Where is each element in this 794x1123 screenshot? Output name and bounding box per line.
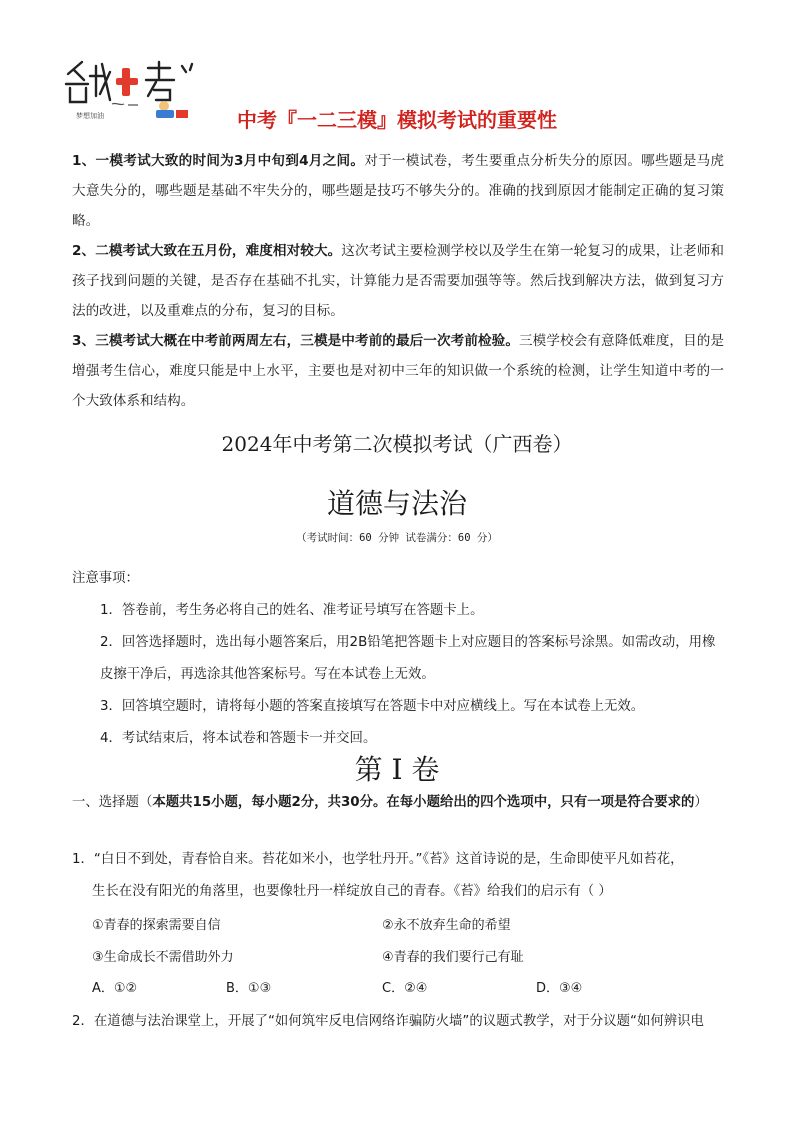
notes-heading: 注意事项： [72, 571, 139, 586]
intro-2-bold: 2、二模考试大致在五月份，难度相对较大。 [72, 243, 342, 259]
q1-option-a: A．①② [92, 981, 138, 996]
intro-3-rest: 三模学校会有意降低难度，目的是增强考生信心，难度只能是中上水平，主要也是对初中三年的知识做一个系统的检测，让学生知道中考的一个大致体系和结构。 [72, 333, 725, 409]
note-item-3: 3．回答填空题时，请将每小题的答案直接填写在答题卡中对应横线上。写在本试卷上无效。 [100, 699, 645, 714]
question-2 [72, 1006, 724, 1038]
q1-option-d: D．③④ [536, 981, 583, 996]
intro-paragraph-2 [72, 236, 724, 326]
q1-item-2: ②永不放弃生命的希望 [382, 918, 511, 933]
volume-title: 第 I 卷 [354, 753, 440, 786]
note-item-2: 2．回答选择题时，选出每小题答案后，用2B铅笔把答题卡上对应题目的答案标号涂黑。如需改动，用橡皮擦干净后，再选涂其他答案标号。写在本试卷上无效。 [100, 635, 716, 682]
note-item-4: 4．考试结束后，将本试卷和答题卡一并交回。 [100, 731, 377, 746]
q1-option-c: C．②④ [382, 981, 428, 996]
intro-3-bold: 3、三模考试大概在中考前两周左右，三模是中考前的最后一次考前检验。 [72, 333, 520, 349]
exam-title: 2024年中考第二次模拟考试（广西卷） [221, 432, 573, 456]
section-tail: ） [694, 795, 708, 810]
q1-line-2: 生长在没有阳光的角落里，也要像牡丹一样绽放自己的青春。《苔》给我们的启示有（ ） [92, 884, 612, 899]
q1-item-3: ③生命成长不需借助外力 [92, 950, 234, 965]
intro-2-rest: 这次考试主要检测学校以及学生在第一轮复习的成果，让老师和孩子找到问题的关键，是否存在基础不扎实，计算能力是否需要加强等等。然后找到解决方法，做到复习方法的改进，以及重难点的分布，复习的目标。 [72, 243, 724, 319]
logo-subtext: 梦想加油 [76, 112, 104, 120]
q1-item-4: ④青春的我们要行己有耻 [382, 950, 524, 965]
section-lead: 一、选择题（ [72, 795, 153, 810]
subject-title: 道德与法治 [326, 487, 467, 520]
intro-1-bold: 1、一模考试大致的时间为3月中旬到4月之间。 [72, 153, 365, 169]
q1-item-1: ①青春的探索需要自信 [92, 918, 221, 933]
intro-section [72, 146, 724, 416]
intro-paragraph-3 [72, 326, 724, 416]
q2-line-1: 2．在道德与法治课堂上，开展了“如何筑牢反电信网络诈骗防火墙”的议题式教学，对于分议题“如何辨识电 [72, 1014, 704, 1029]
section-bold: 本题共15小题，每小题2分，共30分。在每小题给出的四个选项中，只有一项是符合要求的 [152, 795, 695, 810]
note-item-1: 1．答卷前，考生务必将自己的姓名、准考证号填写在答题卡上。 [100, 603, 484, 618]
intro-1-rest: 对于一模试卷，考生要重点分析失分的原因。哪些题是马虎大意失分的，哪些题是基础不牢失分的，哪些题是技巧不够失分的。准确的找到原因才能制定正确的复习策略。 [72, 153, 725, 229]
exam-info: （考试时间：60 分钟 试卷满分：60 分） [296, 532, 498, 544]
question-1 [72, 844, 724, 908]
section-heading [72, 788, 724, 818]
intro-paragraph-1 [72, 146, 724, 236]
banner-title: 中考『一二三模』模拟考试的重要性 [237, 108, 557, 132]
q1-line-1: 1．“白日不到处，青春恰自来。苔花如米小，也学牡丹开。”《苔》这首诗说的是，生命即使平凡如苔花， [72, 852, 684, 867]
q1-option-b: B．①③ [226, 981, 272, 996]
notes-section [72, 563, 724, 755]
